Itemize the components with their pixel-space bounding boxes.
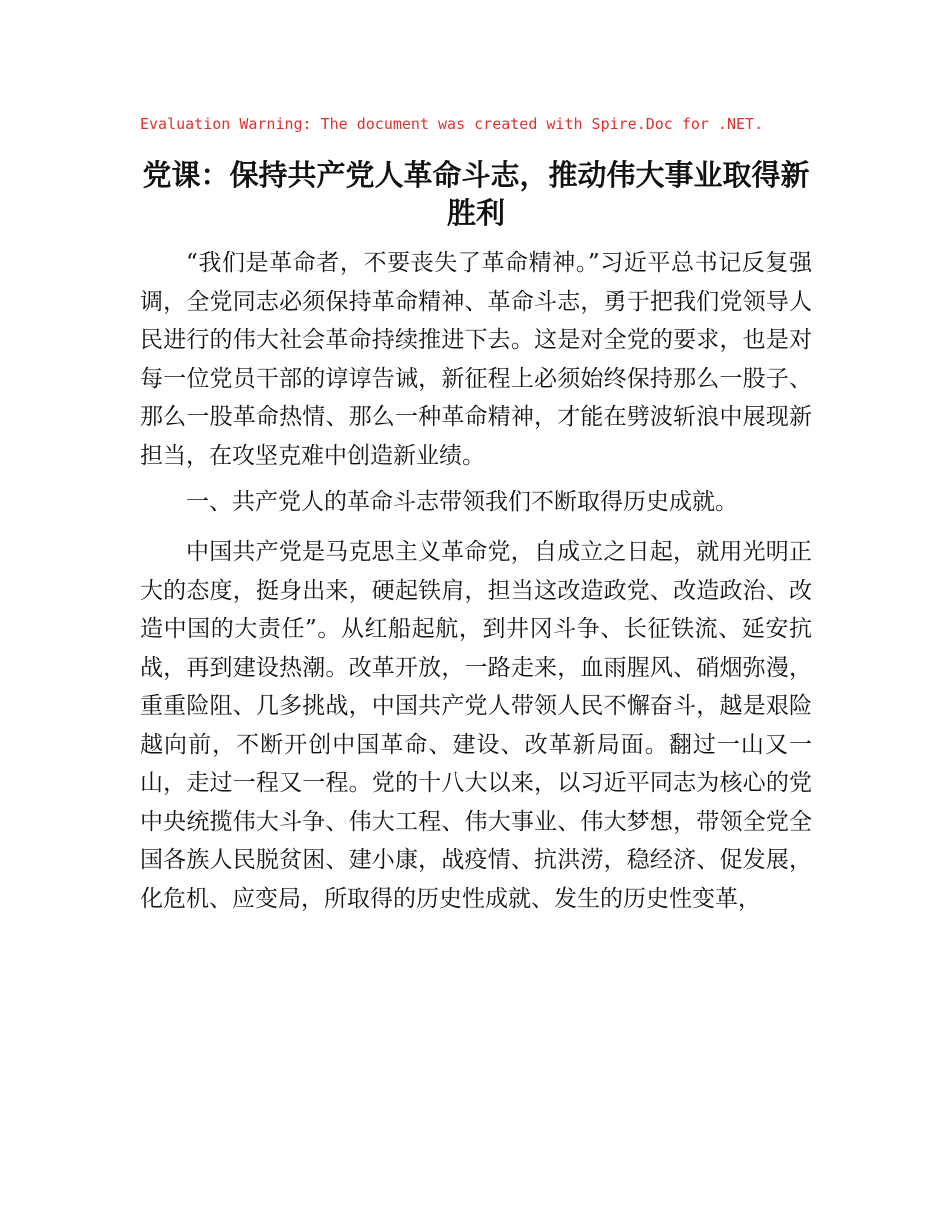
document-title: 党课：保持共产党人革命斗志，推动伟大事业取得新胜利 xyxy=(142,158,810,230)
paragraph-section-1: 中国共产党是马克思主义革命党，自成立之日起，就用光明正大的态度，挺身出来，硬起铁肩，担当这改造政党、改造政治、改造中国的大责任”。从红船起航，到井冈斗争、长征铁流、延安抗战，再到建设热潮。改革开放，一路走来，血雨腥风、硝烟弥漫，重重险阻、几多挑战，中国共产党人带领人民不懈奋斗，越是艰险越向前，不断开创中国革命、建设、改革新局面。翻过一山又一山，走过一程又一程。党的十八大以来，以习近平同志为核心的党中央统揽伟大斗争、伟大工程、伟大事业、伟大梦想，带领全党全国各族人民脱贫困、建小康，战疫情、抗洪涝，稳经济、促发展，化危机、应变局，所取得的历史性成就、发生的历史性变革， xyxy=(140,539,812,912)
section-heading-1: 一、共产党人的革命斗志带领我们不断取得历史成就。 xyxy=(186,489,738,515)
paragraph-intro: “我们是革命者，不要丧失了革命精神。”习近平总书记反复强调，全党同志必须保持革命精神、革命斗志，勇于把我们党领导人民进行的伟大社会革命持续推进下去。这是对全党的要求，也是对每一位党员干部的谆谆告诫，新征程上必须始终保持那么一股子、那么一股革命热情、那么一种革命精神，才能在劈波斩浪中展现新担当，在攻坚克难中创造新业绩。 xyxy=(140,250,812,469)
evaluation-warning: Evaluation Warning: The document was created with Spire.Doc for .NET. xyxy=(140,115,764,133)
